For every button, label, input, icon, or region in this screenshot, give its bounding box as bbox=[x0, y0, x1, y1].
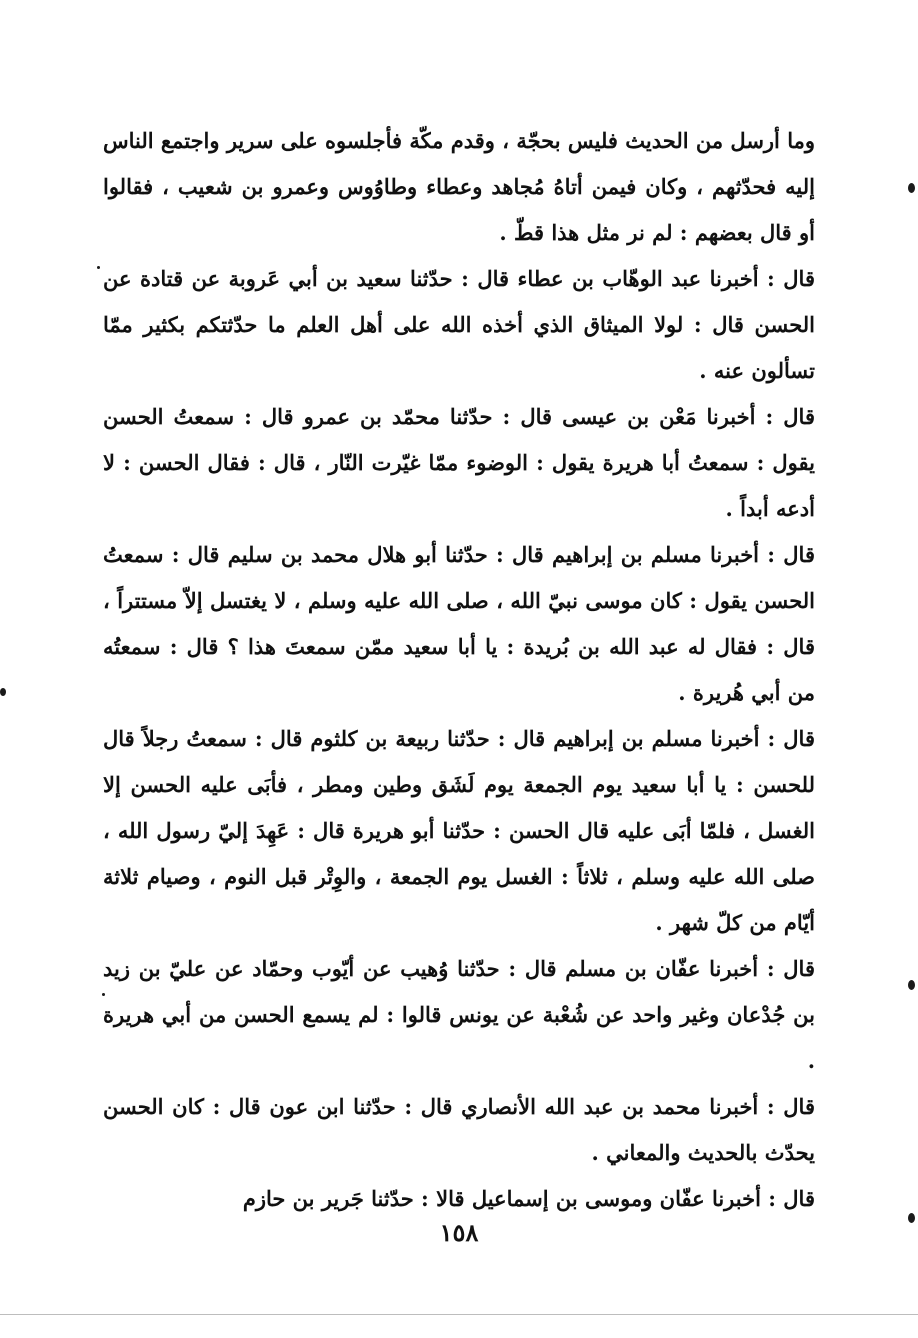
page-number: ١٥٨ bbox=[439, 1218, 479, 1247]
margin-speck bbox=[97, 266, 100, 269]
margin-speck bbox=[908, 980, 915, 990]
paragraph-4: قال : أخبرنا مسلم بن إبراهيم قال : حدّثنا أبو هلال محمد بن سليم قال : سمعتُ الحسن يقول : كان موسى نبيّ الله ، صلى الله عليه وسلم ، لا يغتسل إلاّ مستتراً ، قال : فقال له عبد الله بن بُريدة : يا أبا سعيد ممّن سمعتَ هذا ؟ قال : سمعتُه من أبي هُريرة . bbox=[103, 542, 815, 705]
paragraph-3: قال : أخبرنا مَعْن بن عيسى قال : حدّثنا محمّد بن عمرو قال : سمعتُ الحسن يقول : سمعتُ أبا هريرة يقول : الوضوء ممّا غيّرت النّار ، قال : فقال الحسن : لا أدعه أبداً . bbox=[103, 404, 815, 521]
paragraph-8: قال : أخبرنا عفّان وموسى بن إسماعيل قالا : حدّثنا جَرير بن حازم bbox=[242, 1186, 815, 1211]
scan-edge-line bbox=[0, 1314, 918, 1315]
paragraph-1: وما أرسل من الحديث فليس بحجّة ، وقدم مكّة فأجلسوه على سرير واجتمع الناس إليه فحدّثهم ، وكان فيمن أتاهُ مُجاهد وعطاء وطاوُوس وعمرو بن شعيب ، فقالوا أو قال بعضهم : لم نر مثل هذا قطّ . bbox=[103, 128, 815, 245]
margin-speck bbox=[908, 183, 915, 193]
margin-speck bbox=[0, 688, 6, 696]
margin-speck bbox=[102, 993, 105, 996]
paragraph-5: قال : أخبرنا مسلم بن إبراهيم قال : حدّثنا ربيعة بن كلثوم قال : سمعتُ رجلاً قال للحسن : يا أبا سعيد يوم الجمعة يوم لَشَق وطين ومطر ، فأبَى عليه الحسن إلا الغسل ، فلمّا أبَى عليه قال الحسن : حدّثنا أبو هريرة قال : عَهِدَ إليّ رسول الله ، صلى الله عليه وسلم ، ثلاثاً : الغسل يوم الجمعة ، والوِتْر قبل النوم ، وصيام ثلاثة أيّام من كلّ شهر . bbox=[103, 726, 815, 935]
paragraph-6: قال : أخبرنا عفّان بن مسلم قال : حدّثنا وُهيب عن أيّوب وحمّاد عن عليّ بن زيد بن جُدْعان وغير واحد عن شُعْبة عن يونس قالوا : لم يسمع الحسن من أبي هريرة . bbox=[103, 956, 815, 1073]
body-text bbox=[103, 118, 815, 1222]
margin-speck bbox=[908, 1213, 915, 1223]
paragraph-2: قال : أخبرنا عبد الوهّاب بن عطاء قال : حدّثنا سعيد بن أبي عَروبة عن قتادة عن الحسن قال : لولا الميثاق الذي أخذه الله على أهل العلم ما حدّثتكم بكثير ممّا تسألون عنه . bbox=[103, 266, 815, 383]
paragraph-7: قال : أخبرنا محمد بن عبد الله الأنصاري قال : حدّثنا ابن عون قال : كان الحسن يحدّث بالحديث والمعاني . bbox=[103, 1094, 815, 1165]
